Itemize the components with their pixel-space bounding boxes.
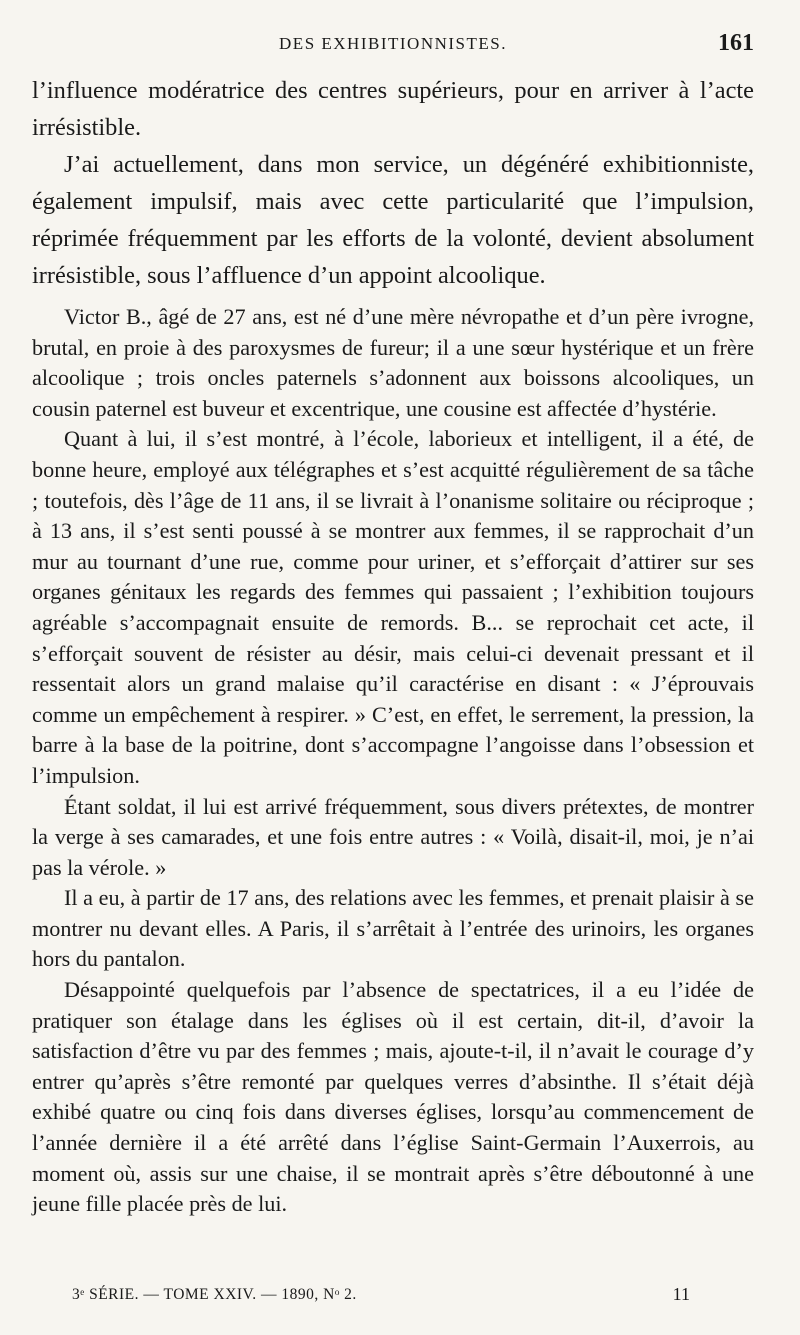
case-paragraph-paris: Il a eu, à partir de 17 ans, des relations avec les femmes, et prenait plaisir à se montrer nu devant elles. A Paris, il s’arrêtait à l’entrée des urinoirs, les organes hors du pantalon. [32,885,754,972]
case-paragraph-churches: Désappointé quelquefois par l’absence de spectatrices, il a eu l’idée de pratiquer son étalage dans les églises où il est certain, dit-il, d’avoir la satisfaction d’être vu par des femmes ; mais, ajoute-t-il, il n’avait le courage d’y entrer qu’après s’être remonté par quelques verres d’absinthe. Il s’était déjà exhibé quatre ou cinq fois dans diverses églises, lorsqu’au commencement de l’année dernière il a été arrêté dans l’église Saint-Germain l’Auxerrois, au moment où, assis sur une chaise, il se montrait après s’être déboutonné à une jeune fille placée près de lui. [32,977,754,1217]
intro-section [32,72,754,294]
running-title: DES EXHIBITIONNISTES. [279,34,507,53]
printer-signature: 3ᵉ SÉRIE. — TOME XXIV. — 1890, Nᵒ 2. [72,1286,357,1303]
case-paragraph-family-history: Victor B., âgé de 27 ans, est né d’une mère névropathe et d’un père ivrogne, brutal, en proie à des paroxysmes de fureur; il a une sœur hystérique et un frère alcoolique ; trois oncles paternels s’adonnent aux boissons alcooliques, un cousin paternel est buveur et excentrique, une cousine est affectée d’hystérie. [32,304,754,421]
page-header [32,30,754,60]
case-paragraph-soldier: Étant soldat, il lui est arrivé fréquemment, sous divers prétextes, de montrer la verge à ses camarades, et une fois entre autres : « Voilà, disait-il, moi, je n’ai pas la vérole. » [32,793,754,880]
body-text [32,72,754,1220]
page-number: 161 [718,30,754,56]
page-footer [72,1284,690,1310]
case-report-section [32,302,754,1220]
paragraph-intro: J’ai actuellement, dans mon service, un dégénéré exhibitionniste, également impulsif, mais avec cette particularité que l’impulsion, réprimée fréquemment par les efforts de la volonté, devient absolument irrésistible, sous l’affluence d’un appoint alcoolique. [32,151,754,289]
paragraph-continuation: l’influence modératrice des centres supérieurs, pour en arriver à l’acte irrésistible. [32,77,754,141]
sheet-number: 11 [672,1284,690,1304]
case-paragraph-childhood: Quant à lui, il s’est montré, à l’école, laborieux et intelligent, il a été, de bonne heure, employé aux télégraphes et s’est acquitté régulièrement de sa tâche ; toutefois, dès l’âge de 11 ans, il se livrait à l’onanisme solitaire ou réciproque ; à 13 ans, il s’est senti poussé à se montrer aux femmes, il se rapprochait d’un mur au tournant d’une rue, comme pour uriner, et s’efforçait d’attirer sur ses organes génitaux les regards des femmes qui passaient ; l’exhibition toujours agréable s’accompagnait ensuite de remords. B... se reprochait cet acte, il s’efforçait souvent de résister au désir, mais celui-ci devenait pressant et il ressentait alors un grand malaise qu’il caractérise en disant : « J’éprouvais comme un empêchement à respirer. » C’est, en effet, le serrement, la pression, la barre à la base de la poitrine, dont s’accompagne l’angoisse dans l’obsession et l’impulsion. [32,426,754,788]
